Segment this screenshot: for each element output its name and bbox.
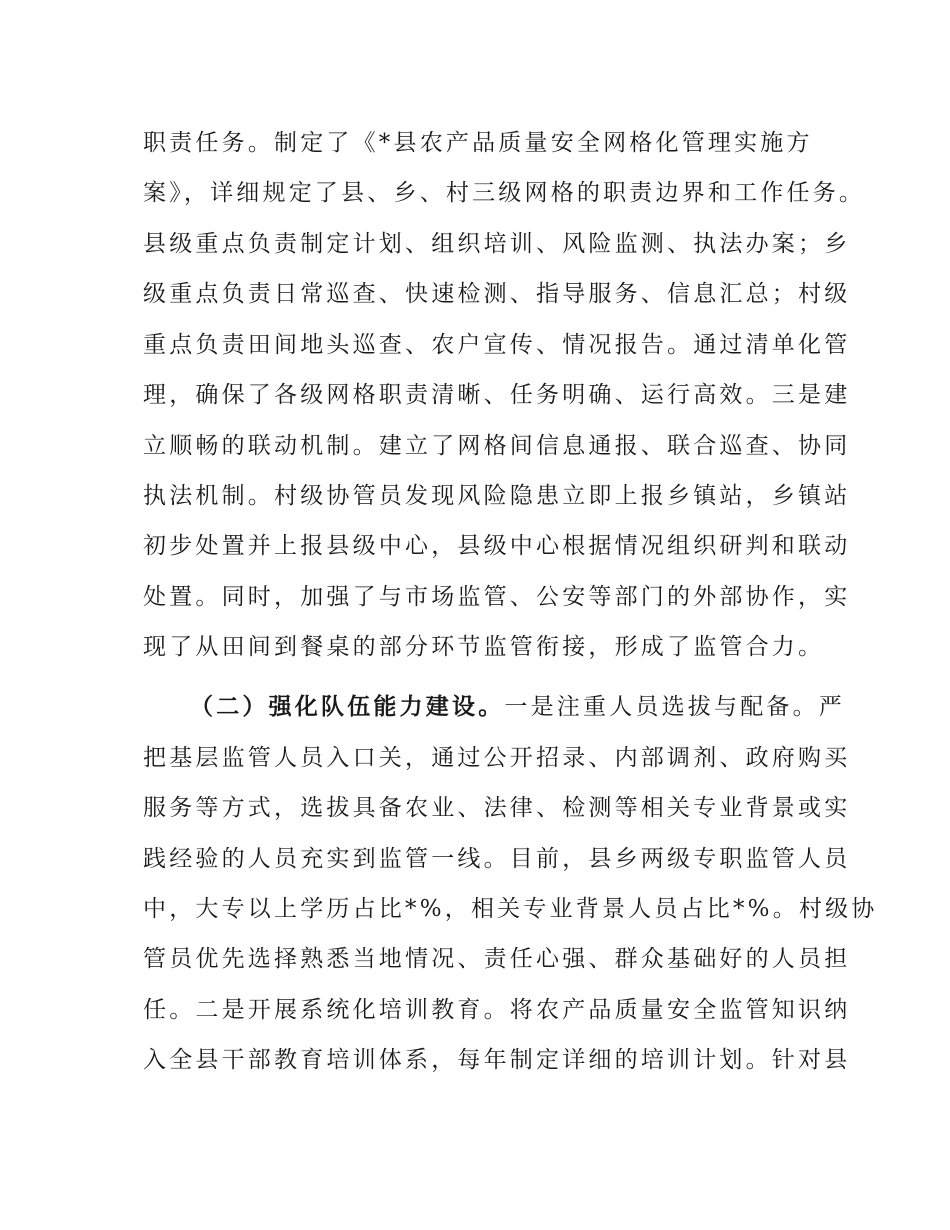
text-line: 立顺畅的联动机制。建立了网格间信息通报、联合巡查、协同 — [143, 433, 851, 459]
text-line: 县级重点负责制定计划、组织培训、风险监测、执法办案；乡 — [143, 231, 851, 257]
text-line: 现了从田间到餐桌的部分环节监管衔接，形成了监管合力。 — [143, 634, 825, 660]
text-line: 理，确保了各级网格职责清晰、任务明确、运行高效。三是建 — [143, 382, 851, 408]
text-line: 重点负责田间地头巡查、农户宣传、情况报告。通过清单化管 — [143, 332, 851, 358]
text-line: 任。二是开展系统化培训教育。将农产品质量安全监管知识纳 — [143, 997, 851, 1023]
text-line: 管员优先选择熟悉当地情况、责任心强、群众基础好的人员担 — [143, 946, 851, 972]
text-line: 中，大专以上学历占比*%，相关专业背景人员占比*%。村级协 — [143, 896, 878, 922]
text-line: 初步处置并上报县级中心，县级中心根据情况组织研判和联动 — [143, 533, 851, 559]
text-line: 践经验的人员充实到监管一线。目前，县乡两级专职监管人员 — [143, 846, 851, 872]
text-line: 入全县干部教育培训体系，每年制定详细的培训计划。针对县 — [143, 1047, 851, 1073]
text-line: 把基层监管人员入口关，通过公开招录、内部调剂、政府购买 — [143, 745, 851, 771]
text-line: 执法机制。村级协管员发现风险隐患立即上报乡镇站，乡镇站 — [143, 483, 851, 509]
section-heading: （二）强化队伍能力建设。 — [190, 694, 505, 720]
section-heading-line — [190, 692, 845, 722]
text-line: 服务等方式，选拔具备农业、法律、检测等相关专业背景或实 — [143, 795, 851, 821]
text-line: 职责任务。制定了《*县农产品质量安全网格化管理实施方 — [143, 130, 813, 156]
section-first-line-text: 一是注重人员选拔与配备。严 — [504, 694, 846, 720]
text-line: 处置。同时，加强了与市场监管、公安等部门的外部协作，实 — [143, 584, 851, 610]
text-line: 级重点负责日常巡查、快速检测、指导服务、信息汇总；村级 — [143, 281, 851, 307]
text-line: 案》，详细规定了县、乡、村三级网格的职责边界和工作任务。 — [143, 180, 866, 206]
